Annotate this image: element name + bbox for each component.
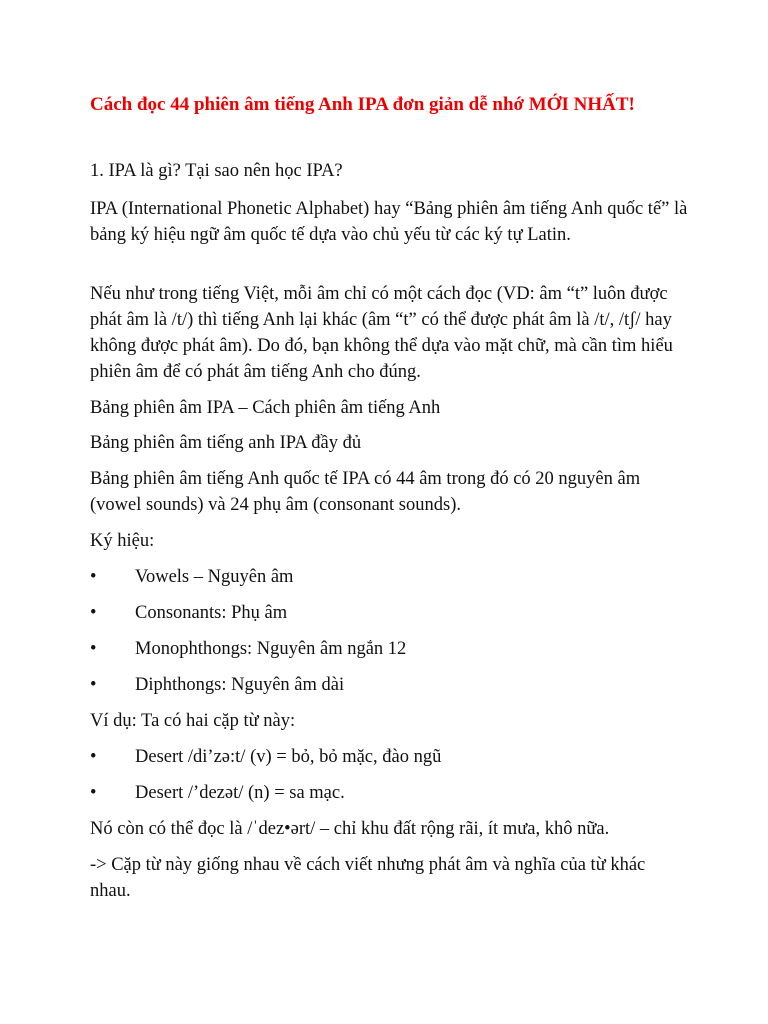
text-line-full-table: Bảng phiên âm tiếng anh IPA đầy đủ [90,433,362,453]
document-title: Cách đọc 44 phiên âm tiếng Anh IPA đơn giản dễ nhớ MỚI NHẤT! [90,94,635,115]
text-line-ipa-table: Bảng phiên âm IPA – Cách phiên âm tiếng Anh [90,398,441,418]
bullet-icon: • [90,603,97,623]
section-heading: 1. IPA là gì? Tại sao nên học IPA? [90,161,343,181]
bullet-icon: • [90,675,97,695]
bullet-icon: • [90,567,97,587]
symbols-label: Ký hiệu: [90,531,155,551]
list-item-text: Desert /’dezət/ (n) = sa mạc. [135,783,345,803]
paragraph-ipa-definition: IPA (International Phonetic Alphabet) hay “Bảng phiên âm tiếng Anh quốc tế” là bảng ký hiệu ngữ âm quốc tế dựa vào chủ yếu từ các ký tự Latin. [90,199,688,245]
list-item-text: Monophthongs: Nguyên âm ngắn 12 [135,639,407,659]
paragraph-44-sounds: Bảng phiên âm tiếng Anh quốc tế IPA có 44 âm trong đó có 20 nguyên âm (vowel sounds) và 24 phụ âm (consonant sounds). [90,469,641,515]
paragraph-alternative-reading: Nó còn có thể đọc là /ˈdez•ərt/ – chỉ khu đất rộng rãi, ít mưa, khô nữa. [90,819,610,839]
bullet-icon: • [90,783,97,803]
bullet-icon: • [90,747,97,767]
bullet-icon: • [90,639,97,659]
list-item-text: Desert /di’zə:t/ (v) = bỏ, bỏ mặc, đào ngũ [135,747,442,767]
example-intro: Ví dụ: Ta có hai cặp từ này: [90,711,296,731]
list-item-text: Vowels – Nguyên âm [135,567,294,587]
list-item-text: Consonants: Phụ âm [135,603,288,623]
paragraph-pronunciation: Nếu như trong tiếng Việt, mỗi âm chỉ có một cách đọc (VD: âm “t” luôn được phát âm là /t/) thì tiếng Anh lại khác (âm “t” có thể được phát âm là /t/, /tʃ/ hay không được phát âm). Do đó, bạn không thể dựa vào mặt chữ, mà cần tìm hiểu phiên âm để có phát âm tiếng Anh cho đúng. [90,284,673,382]
list-item-text: Diphthongs: Nguyên âm dài [135,675,345,695]
paragraph-conclusion: -> Cặp từ này giống nhau về cách viết nhưng phát âm và nghĩa của từ khác nhau. [90,855,646,901]
